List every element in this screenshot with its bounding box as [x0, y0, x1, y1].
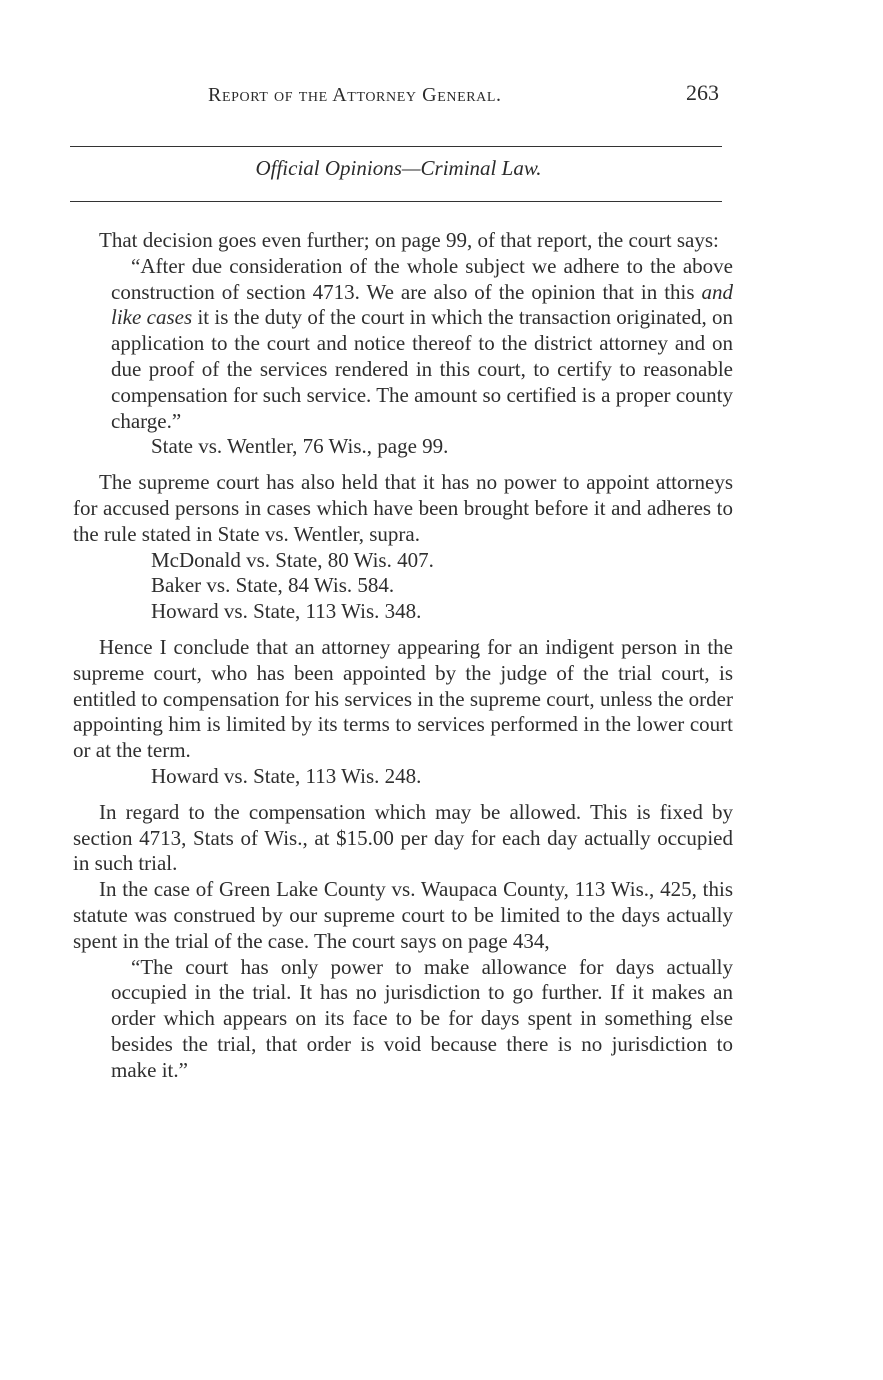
quote-2-text: “The court has only power to make allowance for days actually occupied in the trial. It has no jurisdiction to go further. If it makes an order which appears on its face to be for days spent in something else besides the trial, that order is void because there is no jurisdiction to make it.”	[111, 954, 733, 1082]
paragraph-3: Hence I conclude that an attorney appearing for an indigent person in the supreme court, who has been appointed by the judge of the trial court, is entitled to compensation for his services in the supreme court, unless the order appointing him is limited by its terms to services performed in the lower court or at the term.	[73, 634, 733, 763]
citation-3: Howard vs. State, 113 Wis. 248.	[151, 763, 422, 788]
quote-1-text	[111, 254, 733, 435]
citation-2a: McDonald vs. State, 80 Wis. 407.	[151, 547, 434, 572]
block-quote-1	[73, 254, 733, 435]
paragraph-5: In the case of Green Lake County vs. Waupaca County, 113 Wis., 425, this statute was construed by our supreme court to be limited to the days actually spent in the trial of the case. The court says on page 434,	[73, 877, 733, 953]
paragraph-2: The supreme court has also held that it has no power to appoint attorneys for accused persons in cases which have been brought before it and adheres to the rule stated in State vs. Wentler, supra.	[73, 470, 733, 546]
paragraph-4: In regard to the compensation which may be allowed. This is fixed by section 4713, Stats of Wis., at $15.00 per day for each day actually occupied in such trial.	[73, 799, 733, 876]
running-head: Report of the Attorney General.	[208, 84, 502, 106]
quote-1-emphasis: and like cases	[111, 279, 733, 330]
spacer	[73, 790, 733, 800]
body-text	[73, 228, 733, 1084]
quote-1-text-end: it is the duty of the court in which the transaction originated, on application to the court and notice thereof to the district attorney and on due proof of the services rendered in this court, to certify to reasonable compensation for such service. The amount so certified is a proper county charge.”	[111, 305, 734, 433]
quote-1-text-start: “After due consideration of the whole subject we adhere to the above construction of section 4713. We are also of the opinion that in this	[111, 253, 733, 304]
paragraph-1: That decision goes even further; on page 99, of that report, the court says:	[99, 228, 719, 252]
citation-1: State vs. Wentler, 76 Wis., page 99.	[151, 434, 449, 459]
citation-2c: Howard vs. State, 113 Wis. 348.	[151, 599, 422, 624]
header-rule-bottom	[70, 201, 722, 202]
spacer	[73, 625, 733, 635]
page-number: 263	[686, 80, 719, 105]
header-rule-top	[70, 146, 722, 147]
section-title: Official Opinions—Criminal Law.	[255, 156, 542, 180]
block-quote-2	[73, 955, 733, 1084]
spacer	[73, 460, 733, 470]
citation-2b: Baker vs. State, 84 Wis. 584.	[151, 573, 395, 598]
